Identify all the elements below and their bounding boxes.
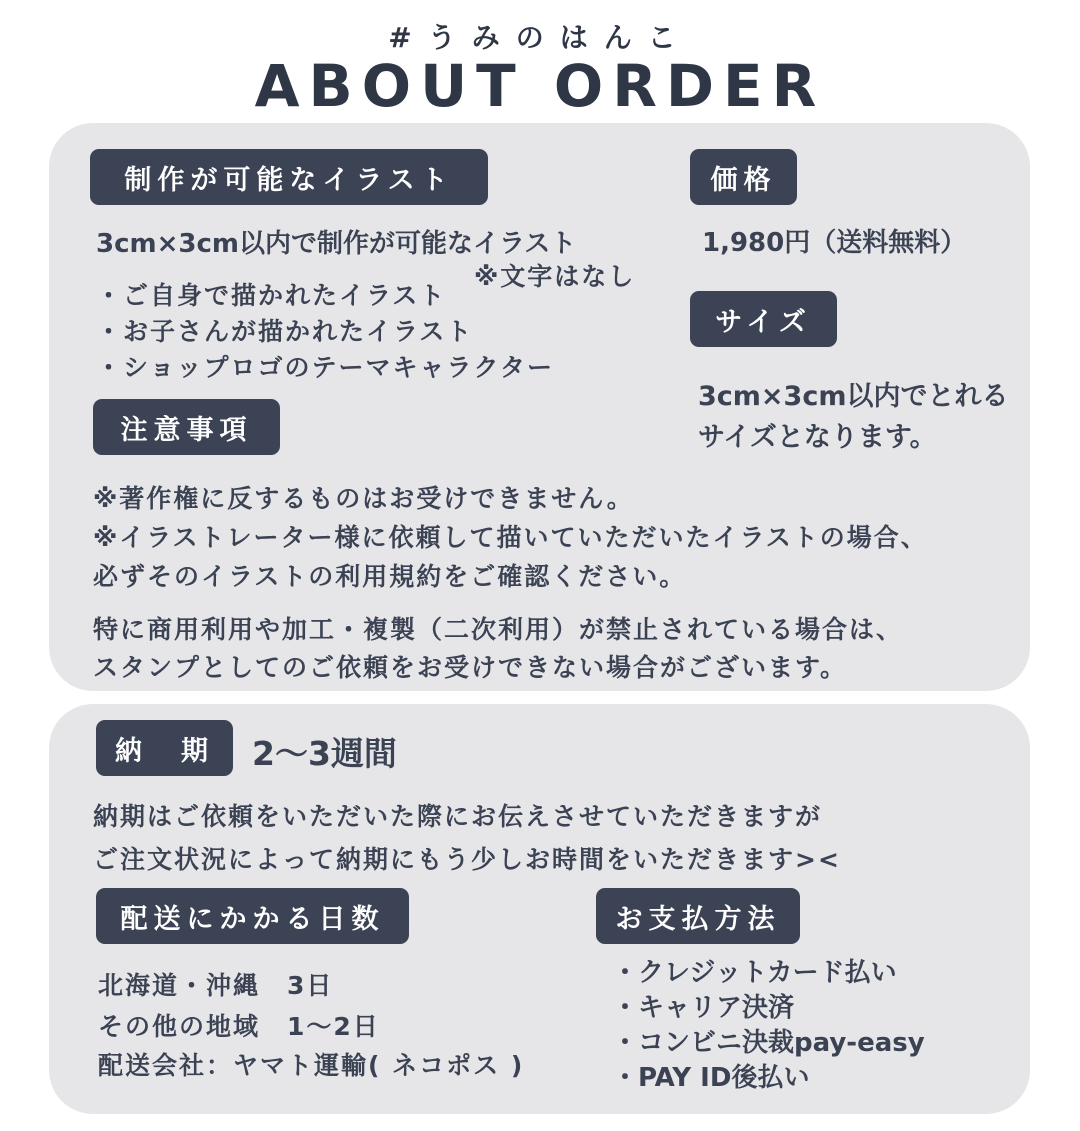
price-value: 1,980円（送料無料） xyxy=(702,228,967,258)
shipping-line: 配送会社：ヤマト運輸( ネコポス ) xyxy=(98,1051,525,1080)
caution-line: 必ずそのイラストの利用規約をご確認ください。 xyxy=(93,562,687,591)
shipping-line: 北海道・沖縄 3日 xyxy=(98,971,334,1000)
shipping-heading: 配送にかかる日数 xyxy=(96,888,409,944)
illustration-item: ・ショップロゴのテーマキャラクター xyxy=(96,353,555,382)
size-heading: サイズ xyxy=(690,291,837,347)
price-heading: 価格 xyxy=(690,149,797,205)
illustration-item: ・お子さんが描かれたイラスト xyxy=(96,317,474,346)
hashtag-subtitle: #うみのはんこ xyxy=(388,21,692,54)
page-title: ABOUT ORDER xyxy=(254,52,826,120)
caution-line: 特に商用利用や加工・複製（二次利用）が禁止されている場合は、 xyxy=(93,615,904,644)
caution-heading: 注意事項 xyxy=(93,399,280,455)
caution-line: ※イラストレーター様に依頼して描いていただいたイラストの場合、 xyxy=(93,523,928,552)
payment-heading: お支払方法 xyxy=(596,888,800,944)
payment-item: ・PAY ID後払い xyxy=(612,1063,810,1093)
shipping-line: その他の地域 1〜2日 xyxy=(98,1012,380,1041)
illustration-description: 3cm×3cm以内で制作が可能なイラスト xyxy=(96,229,577,259)
payment-item: ・キャリア決済 xyxy=(612,993,795,1023)
delivery-line: ご注文状況によって納期にもう少しお時間をいただきます>< xyxy=(93,845,841,874)
illustration-note: ※文字はなし xyxy=(474,262,636,291)
illustration-item: ・ご自身で描かれたイラスト xyxy=(96,281,447,310)
delivery-line: 納期はご依頼をいただいた際にお伝えさせていただきますが xyxy=(93,802,823,831)
caution-line: ※著作権に反するものはお受けできません。 xyxy=(93,484,634,513)
size-line: サイズとなります。 xyxy=(698,422,937,453)
illustration-heading: 制作が可能なイラスト xyxy=(90,149,488,205)
payment-item: ・クレジットカード払い xyxy=(612,958,897,988)
payment-item: ・コンビニ決裁pay-easy xyxy=(612,1028,925,1058)
size-line: 3cm×3cm以内でとれる xyxy=(698,381,1009,412)
caution-line: スタンプとしてのご依頼をお受けできない場合がございます。 xyxy=(93,653,848,682)
delivery-heading: 納 期 xyxy=(96,720,233,776)
delivery-value: 2〜3週間 xyxy=(252,734,397,773)
